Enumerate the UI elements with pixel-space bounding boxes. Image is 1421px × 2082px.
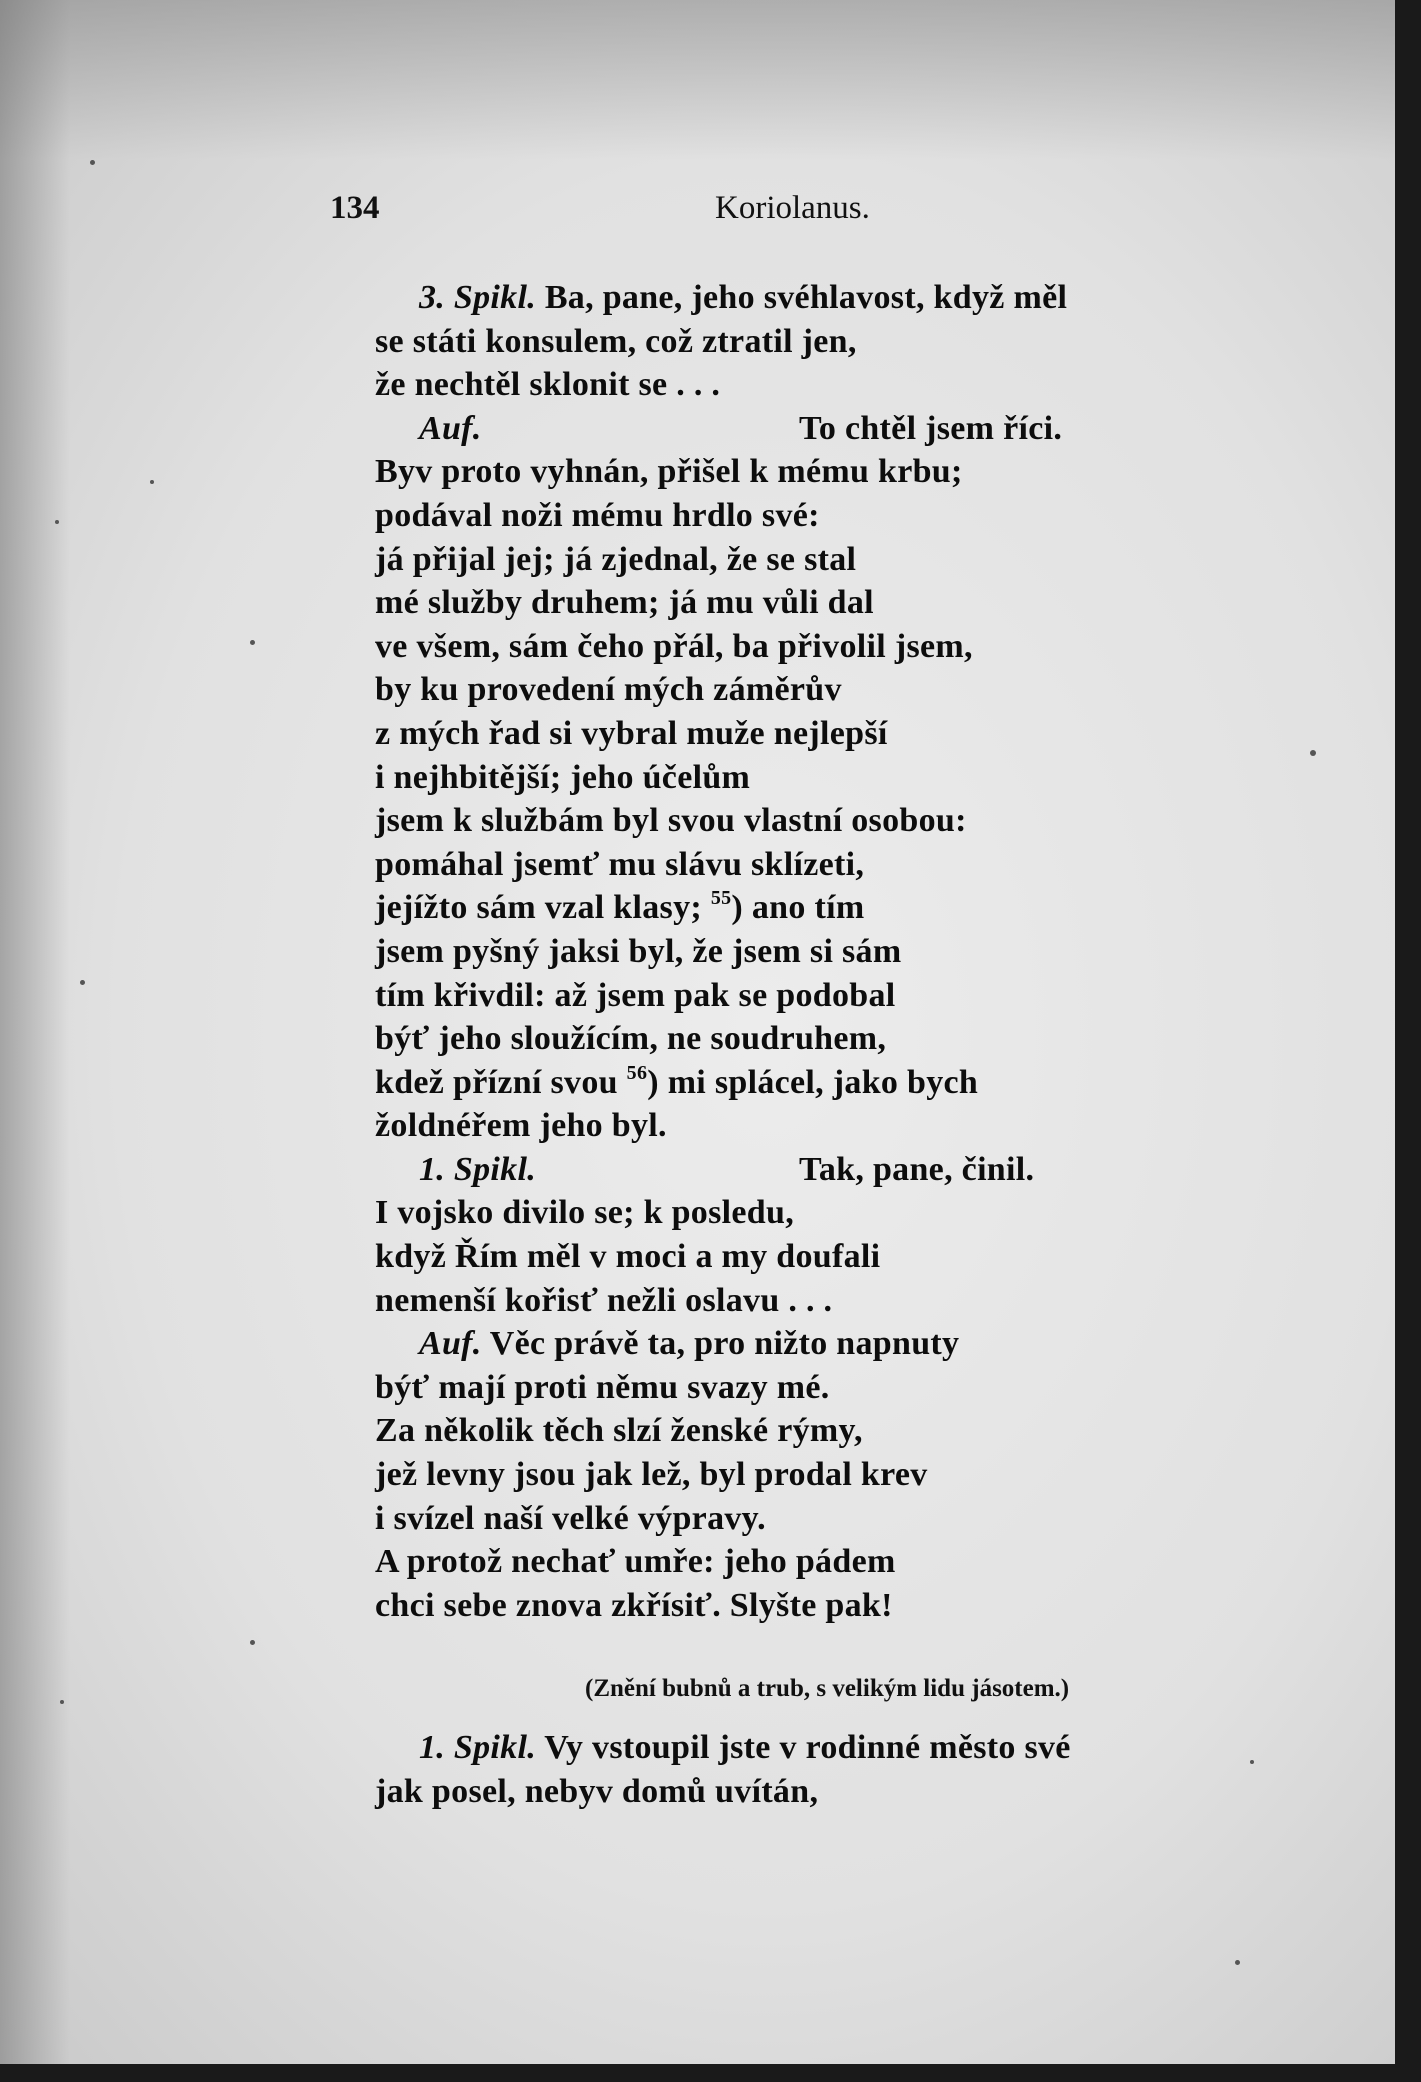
footnote-ref: 56 bbox=[626, 1061, 648, 1084]
verse-block-continued bbox=[375, 1726, 1355, 1813]
verse-line: podával noži mému hrdlo své: bbox=[375, 496, 820, 534]
footnote-ref: 55 bbox=[710, 887, 732, 910]
verse-line: býť mají proti němu svazy mé. bbox=[375, 1368, 830, 1406]
verse-line: z mých řad si vybral muže nejlepší bbox=[375, 714, 888, 752]
verse-line: 1. Spikl. Tak, pane, činil. bbox=[375, 1148, 1355, 1192]
verse-line: mé služby druhem; já mu vůli dal bbox=[375, 584, 874, 622]
scan-speck bbox=[90, 160, 95, 165]
verse-line: nemenší kořisť nežli oslavu . . . bbox=[375, 1281, 833, 1319]
verse-line: pomáhal jsemť mu slávu sklízeti, bbox=[375, 845, 865, 883]
verse-line: by ku provedení mých záměrův bbox=[375, 671, 842, 709]
scan-speck bbox=[80, 980, 85, 985]
verse-line: I vojsko divilo se; k posledu, bbox=[375, 1194, 794, 1232]
running-title: Koriolanus. bbox=[715, 190, 870, 226]
speaker-label: Auf. bbox=[419, 1325, 482, 1363]
page-number: 134 bbox=[330, 190, 380, 226]
verse-line: kdež přízní svou $^{56}$) mi splácel, jako bych bbox=[375, 1061, 979, 1101]
verse-line: Za několik těch slzí ženské rýmy, bbox=[375, 1412, 863, 1450]
speaker-label: Auf. bbox=[419, 409, 482, 447]
speaker-label: 3. Spikl. bbox=[419, 279, 537, 316]
verse-line: ve všem, sám čeho přál, ba přivolil jsem, bbox=[375, 627, 973, 665]
page-header bbox=[0, 190, 1395, 230]
verse-line: A protož nechať umře: jeho pádem bbox=[375, 1543, 896, 1581]
speaker-label: 1. Spikl. bbox=[419, 1150, 537, 1188]
scan-speck bbox=[55, 520, 59, 524]
verse-block bbox=[375, 276, 1355, 1627]
verse-line: jak posel, nebyv domů uvítán, bbox=[375, 1772, 819, 1810]
verse-line: i svízel naší velké výpravy. bbox=[375, 1499, 766, 1537]
page-edge-shadow bbox=[0, 0, 70, 2064]
verse-line: i nejhbitější; jeho účelům bbox=[375, 758, 751, 796]
scan-speck bbox=[250, 1640, 255, 1645]
verse-line: já přijal jej; já zjednal, že se stal bbox=[375, 540, 857, 578]
verse-line: se státi konsulem, což ztratil jen, bbox=[375, 322, 857, 360]
verse-line: 1. Spikl. Vy vstoupil jste v rodinné město své bbox=[419, 1729, 1071, 1766]
verse-line: jsem pyšný jaksi byl, že jsem si sám bbox=[375, 932, 902, 970]
speaker-label: 1. Spikl. bbox=[419, 1729, 537, 1766]
scan-speck bbox=[1235, 1960, 1240, 1965]
scan-speck bbox=[1250, 1760, 1254, 1764]
verse-line: jejížto sám vzal klasy; $^{55}$) ano tím bbox=[375, 887, 865, 927]
verse-line: Byv proto vyhnán, přišel k mému krbu; bbox=[375, 453, 963, 491]
stage-direction: (Znění bubnů a trub, s velikým lidu jásotem.) bbox=[585, 1675, 1070, 1702]
verse-line: když Řím měl v moci a my doufali bbox=[375, 1238, 881, 1276]
scan-speck bbox=[250, 640, 255, 645]
verse-line: býť jeho sloužícím, ne soudruhem, bbox=[375, 1020, 887, 1058]
scan-speck bbox=[150, 480, 154, 484]
verse-line: chci sebe znova zkřísiť. Slyšte pak! bbox=[375, 1586, 893, 1624]
verse-line: Auf. Věc právě ta, pro nižto napnuty bbox=[419, 1325, 960, 1363]
scan-speck bbox=[1310, 750, 1316, 756]
verse-line: tím křivdil: až jsem pak se podobal bbox=[375, 976, 896, 1014]
verse-line: že nechtěl sklonit se . . . bbox=[375, 366, 721, 404]
page-top-shadow bbox=[0, 0, 1395, 160]
verse-line: 3. Spikl. Ba, pane, jeho svéhlavost, když měl bbox=[419, 279, 1068, 316]
scan-speck bbox=[60, 1700, 64, 1704]
verse-line: žoldnéřem jeho byl. bbox=[375, 1107, 667, 1145]
verse-line: jež levny jsou jak lež, byl prodal krev bbox=[375, 1456, 928, 1494]
verse-line: Auf. To chtěl jsem říci. bbox=[375, 407, 1355, 451]
verse-line: jsem k službám byl svou vlastní osobou: bbox=[375, 802, 967, 840]
